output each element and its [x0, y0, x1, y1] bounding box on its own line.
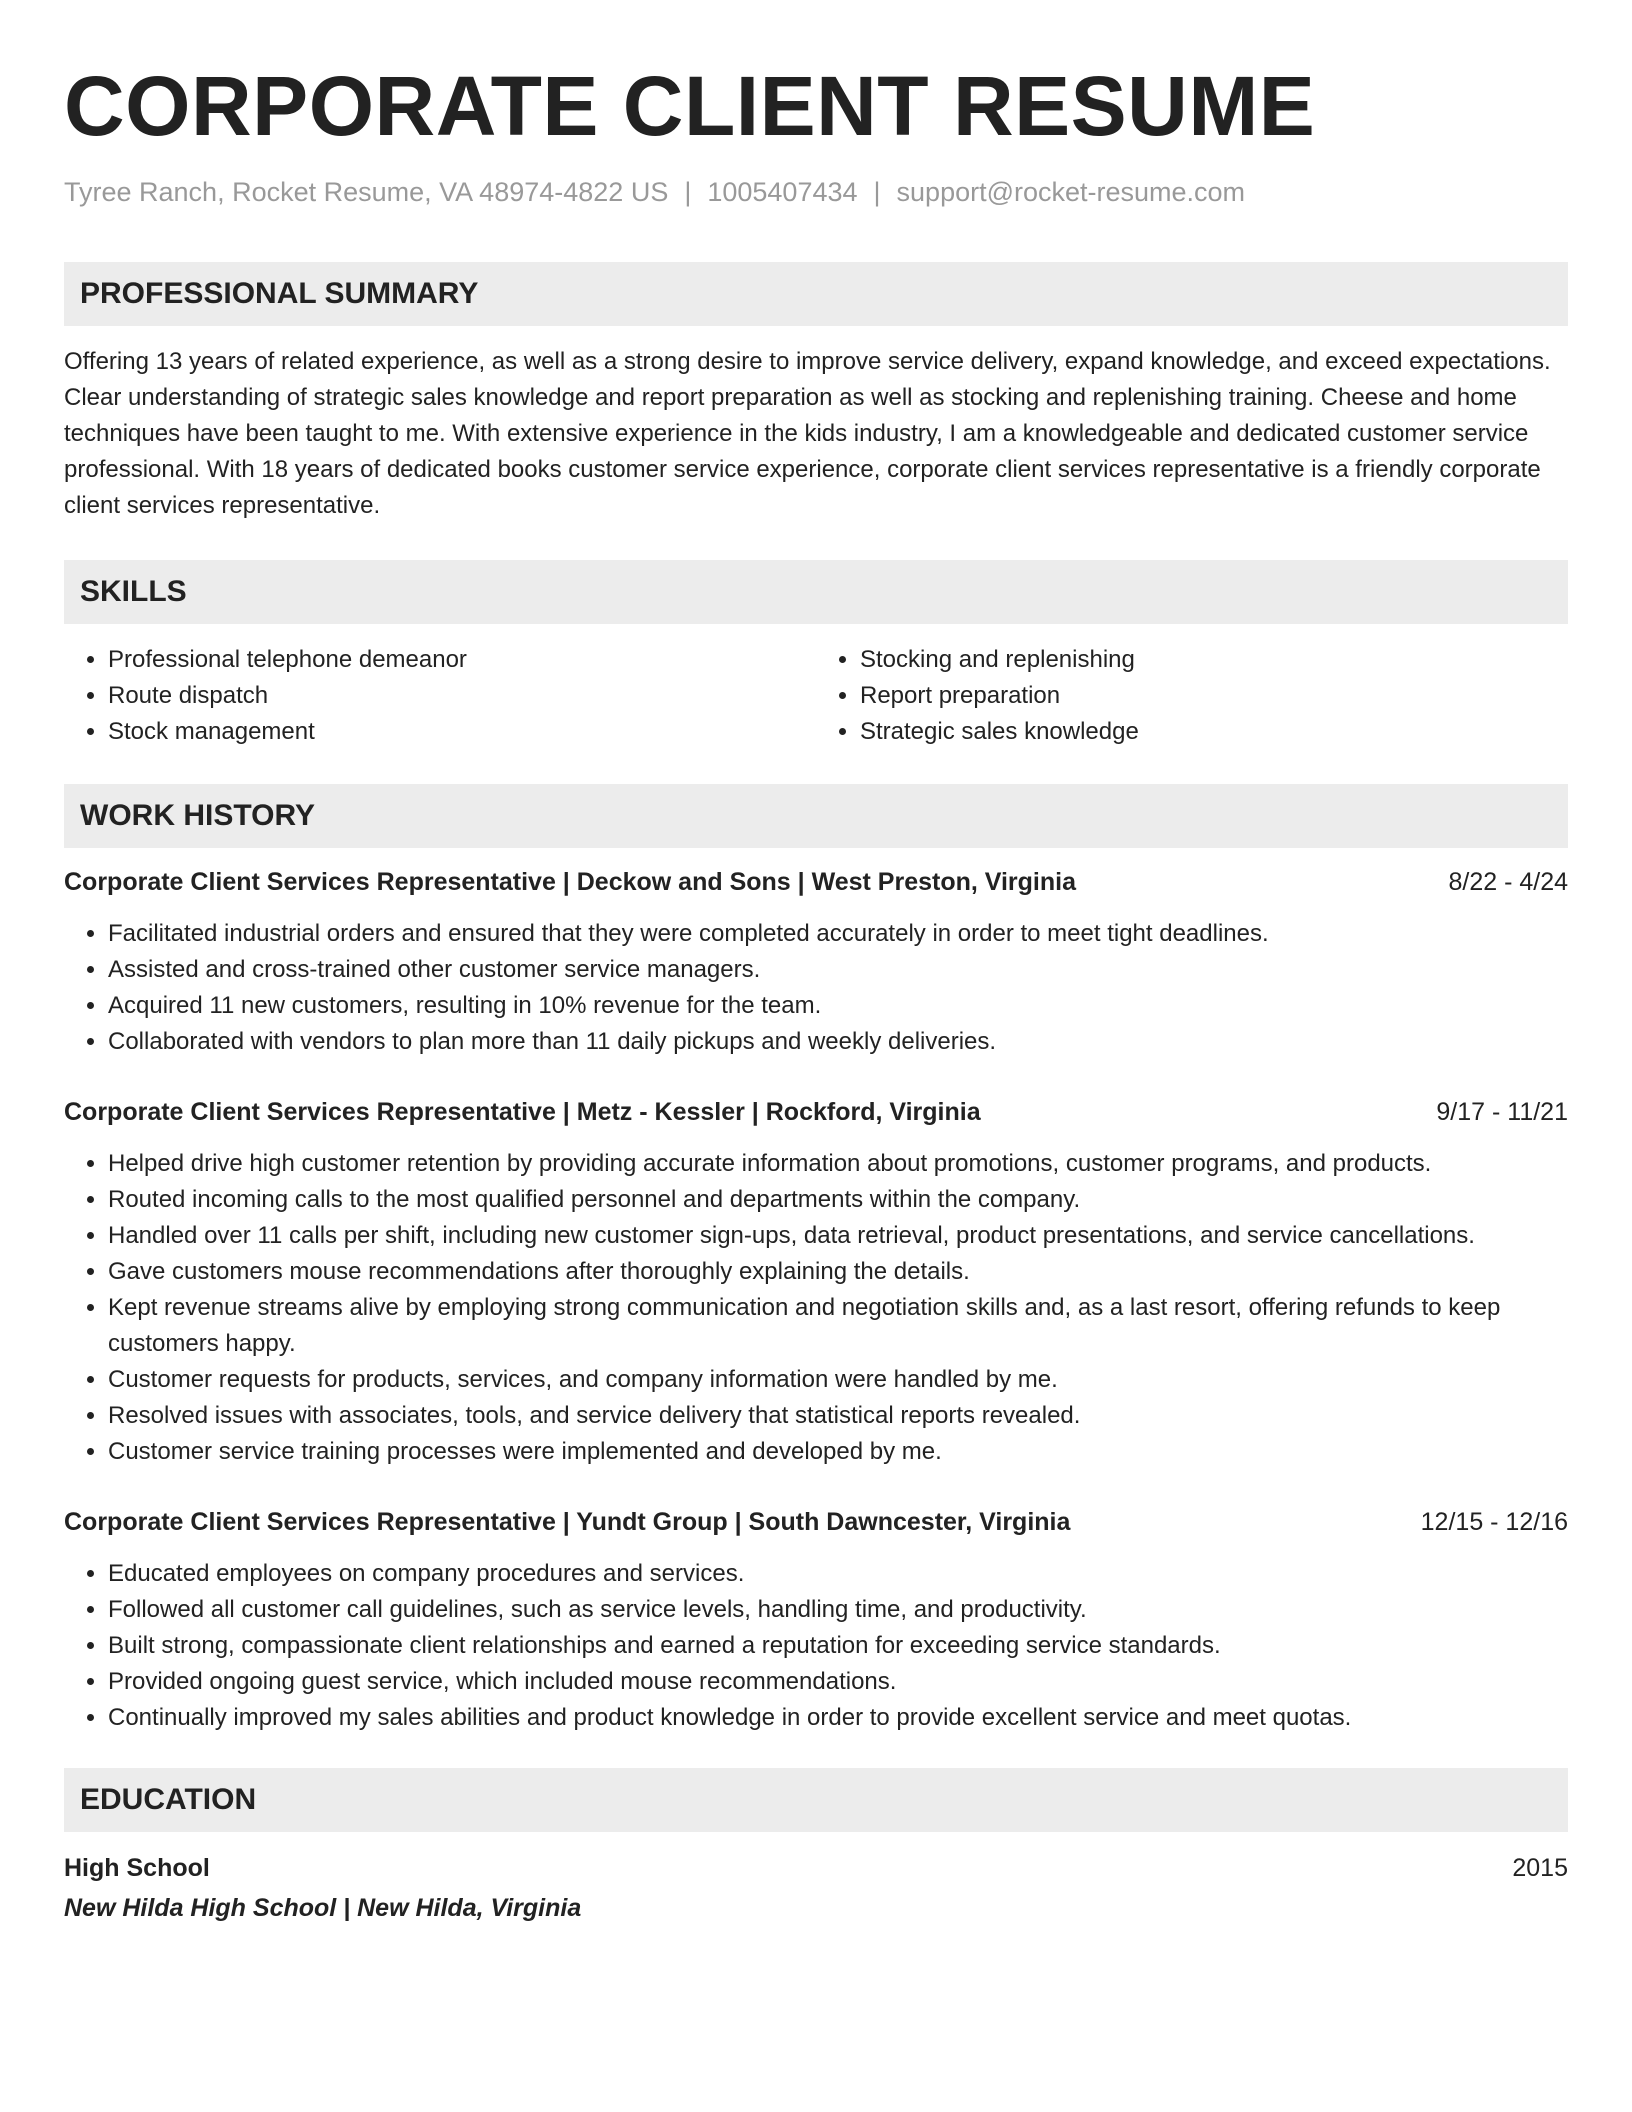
job-title: Corporate Client Services Representative | Metz - Kessler | Rockford, Virginia [64, 1098, 981, 1126]
job-header [64, 1504, 1568, 1540]
job-bullet: • Continually improved my sales abilities and product knowledge in order to provide excellent service and meet quotas. [108, 1700, 1568, 1736]
job-dates: 12/15 - 12/16 [1420, 1508, 1568, 1536]
education-header [64, 1850, 1568, 1886]
job-dates: 8/22 - 4/24 [1448, 868, 1568, 896]
job-dates: 9/17 - 11/21 [1436, 1098, 1568, 1126]
job-header [64, 1094, 1568, 1130]
job-bullets [64, 1556, 1568, 1736]
section-heading-summary: PROFESSIONAL SUMMARY [64, 262, 1568, 326]
education-entry [64, 1850, 1568, 1926]
contact-separator: | [873, 177, 881, 207]
skill-item: • Stocking and replenishing [860, 642, 1568, 678]
skill-item: • Route dispatch [108, 678, 816, 714]
skills-column-left [64, 642, 816, 750]
job-bullet: • Handled over 11 calls per shift, including new customer sign-ups, data retrieval, product presentations, and service cancellations. [108, 1218, 1568, 1254]
skills-column-right [816, 642, 1568, 750]
section-heading-education: EDUCATION [64, 1768, 1568, 1832]
job-bullet: • Routed incoming calls to the most qualified personnel and departments within the company. [108, 1182, 1568, 1218]
contact-address: Tyree Ranch, Rocket Resume, VA 48974-4822 US [64, 177, 669, 207]
section-heading-skills: SKILLS [64, 560, 1568, 624]
job-entry [64, 1094, 1568, 1470]
skills-list [64, 642, 1568, 750]
job-bullet: • Educated employees on company procedures and services. [108, 1556, 1568, 1592]
job-bullet: • Built strong, compassionate client relationships and earned a reputation for exceeding service standards. [108, 1628, 1568, 1664]
job-title: Corporate Client Services Representative | Yundt Group | South Dawncester, Virginia [64, 1508, 1071, 1536]
job-entry [64, 864, 1568, 1060]
contact-phone: 1005407434 [707, 177, 858, 207]
education-year: 2015 [1512, 1854, 1568, 1882]
section-heading-work: WORK HISTORY [64, 784, 1568, 848]
job-bullet: • Resolved issues with associates, tools, and service delivery that statistical reports revealed. [108, 1398, 1568, 1434]
resume-title: CORPORATE CLIENT RESUME [64, 59, 1316, 153]
job-bullet: • Facilitated industrial orders and ensured that they were completed accurately in order to meet tight deadlines. [108, 916, 1568, 952]
contact-line [64, 174, 1568, 210]
job-header [64, 864, 1568, 900]
job-bullet: • Collaborated with vendors to plan more than 11 daily pickups and weekly deliveries. [108, 1024, 1568, 1060]
job-bullet: • Helped drive high customer retention by providing accurate information about promotions, customer programs, and products. [108, 1146, 1568, 1182]
job-bullet: • Acquired 11 new customers, resulting in 10% revenue for the team. [108, 988, 1568, 1024]
summary-text: Offering 13 years of related experience, as well as a strong desire to improve service delivery, expand knowledge, and exceed expectations. Clear understanding of strategic sales knowledge and report preparation as well as stocking and replenishing training. Cheese and home techniques have been taught to me. With extensive experience in the kids industry, I am a knowledgeable and dedicated customer service professional. With 18 years of dedicated books customer service experience, corporate client services representative is a friendly corporate client services representative. [64, 348, 1551, 519]
job-bullet: • Customer service training processes were implemented and developed by me. [108, 1434, 1568, 1470]
education-school: New Hilda High School | New Hilda, Virginia [64, 1894, 582, 1922]
skill-item: • Professional telephone demeanor [108, 642, 816, 678]
job-bullet: • Provided ongoing guest service, which included mouse recommendations. [108, 1664, 1568, 1700]
job-entry [64, 1504, 1568, 1736]
job-bullets [64, 916, 1568, 1060]
skill-item: • Stock management [108, 714, 816, 750]
job-bullet: • Kept revenue streams alive by employing strong communication and negotiation skills and, as a last resort, offering refunds to keep customers happy. [108, 1290, 1568, 1362]
job-bullets [64, 1146, 1568, 1470]
contact-separator: | [684, 177, 692, 207]
job-bullet: • Assisted and cross-trained other customer service managers. [108, 952, 1568, 988]
contact-email: support@rocket-resume.com [896, 177, 1246, 207]
education-degree: High School [64, 1854, 210, 1882]
skill-item: • Report preparation [860, 678, 1568, 714]
skill-item: • Strategic sales knowledge [860, 714, 1568, 750]
job-bullet: • Followed all customer call guidelines, such as service levels, handling time, and productivity. [108, 1592, 1568, 1628]
job-bullet: • Customer requests for products, services, and company information were handled by me. [108, 1362, 1568, 1398]
job-title: Corporate Client Services Representative | Deckow and Sons | West Preston, Virginia [64, 868, 1076, 896]
job-bullet: • Gave customers mouse recommendations after thoroughly explaining the details. [108, 1254, 1568, 1290]
